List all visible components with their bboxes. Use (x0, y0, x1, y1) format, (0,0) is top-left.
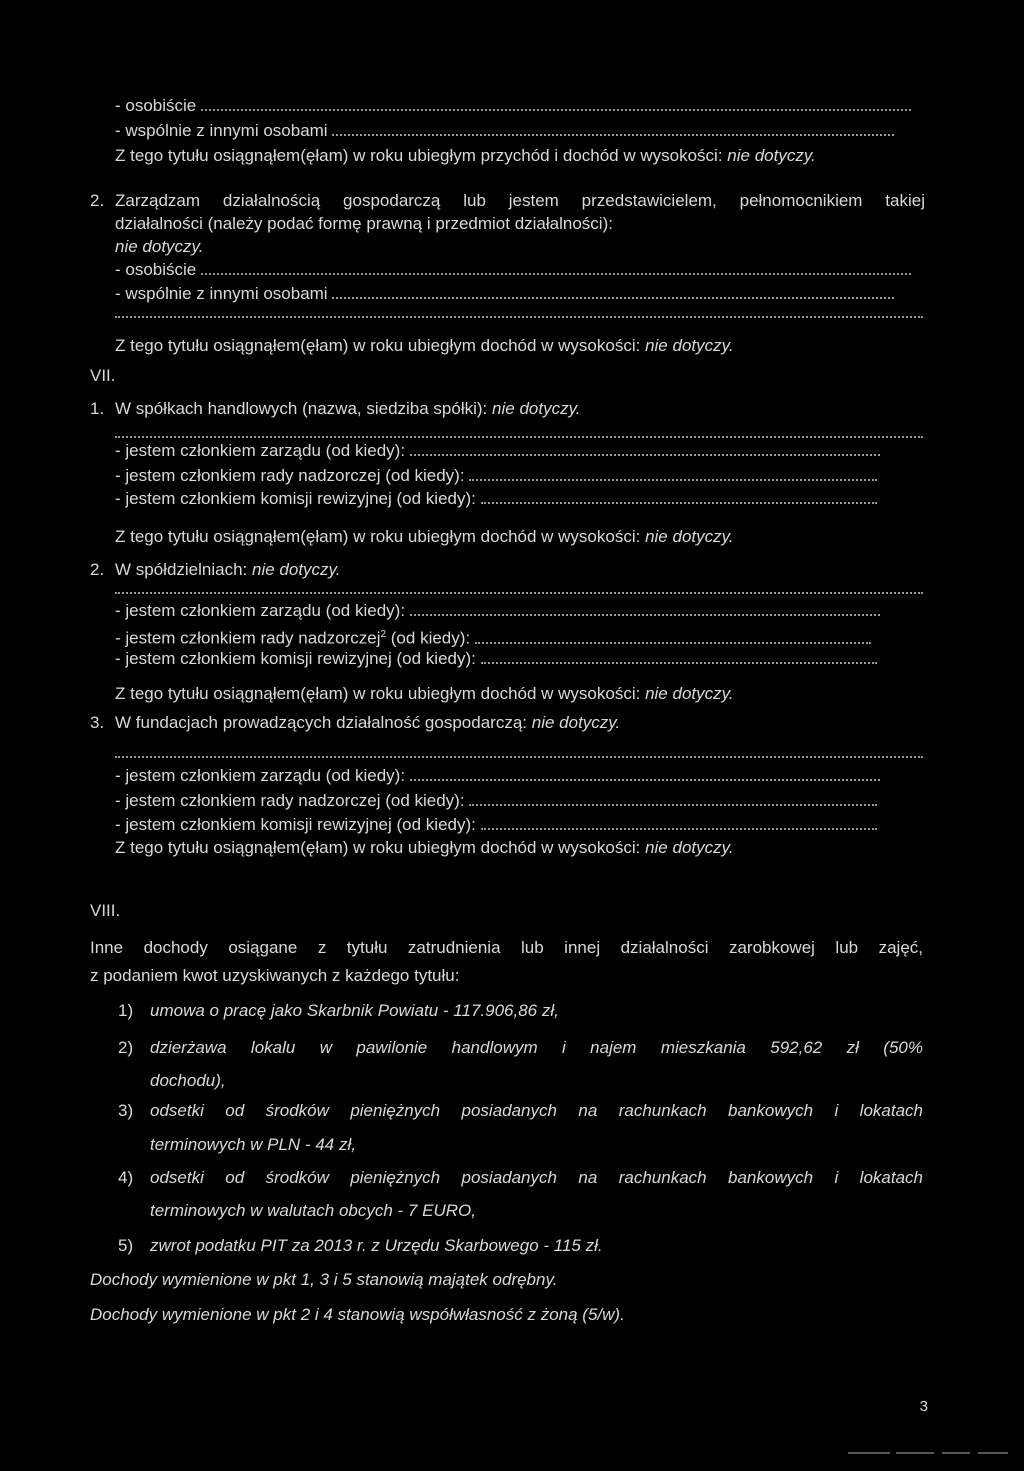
list-item-number: 2) (118, 1038, 134, 1057)
note: Dochody wymienione w pkt 1, 3 i 5 stanowią majątek odrębny. (90, 1270, 558, 1289)
komisji-line (115, 649, 877, 669)
footnote-marker: 2 (380, 629, 387, 640)
footer-mark (978, 1452, 1008, 1454)
label: - osobiście (115, 96, 197, 115)
income-label: Z tego tytułu osiągnąłem(ęłam) w roku ubiegłym dochód w wysokości: (115, 838, 641, 857)
section-heading: VII. (90, 366, 116, 385)
rady-line (115, 625, 871, 649)
section-number: 2. (90, 191, 105, 210)
dotted-rule (115, 436, 923, 438)
income-line (115, 527, 734, 547)
income-value: nie dotyczy. (645, 838, 734, 857)
komisji-line (115, 815, 877, 835)
item-number: 3. (90, 713, 105, 732)
income-label: Z tego tytułu osiągnąłem(ęłam) w roku ubiegłym dochód w wysokości: (115, 684, 641, 703)
section-text: Zarządzam działalnością gospodarczą lub jestem przedstawicielem, pełnomocnikiem takiej (115, 191, 925, 210)
dotted-fill (481, 816, 877, 830)
dotted-fill (469, 792, 877, 806)
footer-mark (896, 1452, 934, 1454)
list-item: umowa o pracę jako Skarbnik Powiatu - 117.906,86 zł, (150, 1001, 559, 1020)
income-line (115, 838, 734, 858)
footer-mark (942, 1452, 970, 1454)
income-value: nie dotyczy. (645, 684, 734, 703)
dotted-fill (410, 767, 880, 781)
label: - osobiście (115, 260, 197, 279)
list-item: zwrot podatku PIT za 2013 r. z Urzędu Skarbowego - 115 zł. (150, 1236, 603, 1255)
item-text (115, 713, 620, 733)
list-item: dzierżawa lokalu w pawilonie handlowym i najem mieszkania 592,62 zł (50% (150, 1038, 923, 1057)
dotted-fill (332, 285, 894, 299)
item-label: W spółkach handlowych (nazwa, siedziba spółki): (115, 399, 488, 418)
dotted-fill (481, 490, 877, 504)
list-item-continuation: dochodu), (150, 1071, 226, 1090)
list-item-number: 4) (118, 1168, 134, 1187)
label: - wspólnie z innymi osobami (115, 284, 328, 303)
item-label: W fundacjach prowadzących działalność gospodarczą: (115, 713, 528, 732)
income-line (115, 336, 734, 356)
footer-mark (848, 1452, 890, 1454)
section-heading: VIII. (90, 901, 121, 920)
dotted-rule (115, 592, 923, 594)
label: - jestem członkiem zarządu (od kiedy): (115, 441, 406, 460)
zarzadu-line (115, 441, 880, 461)
label: (od kiedy): (386, 628, 471, 648)
label: - jestem członkiem rady nadzorczej (115, 628, 381, 648)
income-value: nie dotyczy. (645, 527, 734, 546)
dotted-fill (201, 261, 911, 275)
label: - jestem członkiem komisji rewizyjnej (od kiedy): (115, 649, 476, 668)
osobiscie-line (115, 260, 911, 280)
label: - jestem członkiem rady nadzorczej (od kiedy): (115, 466, 465, 485)
label: - jestem członkiem rady nadzorczej (od kiedy): (115, 791, 465, 810)
item-value: nie dotyczy. (531, 713, 621, 732)
list-item-number: 5) (118, 1236, 134, 1255)
dotted-fill (410, 442, 880, 456)
item-number: 2. (90, 560, 105, 579)
label: - wspólnie z innymi osobami (115, 121, 328, 140)
wspolnie-line (115, 284, 894, 304)
osobiscie-line (115, 96, 911, 116)
rady-line (115, 791, 877, 811)
list-item: odsetki od środków pieniężnych posiadanych na rachunkach bankowych i lokatach (150, 1168, 923, 1187)
dotted-fill (481, 650, 877, 664)
list-item-number: 1) (118, 1001, 134, 1020)
label: - jestem członkiem zarządu (od kiedy): (115, 766, 406, 785)
income-line (115, 684, 734, 704)
komisji-line (115, 489, 877, 509)
label: - jestem członkiem komisji rewizyjnej (od kiedy): (115, 489, 476, 508)
section-intro: Inne dochody osiągane z tytułu zatrudnienia lub innej działalności zarobkowej lub zajęć, (90, 938, 923, 957)
dotted-fill (201, 97, 911, 111)
dotted-fill (410, 602, 880, 616)
dotted-fill (475, 630, 871, 644)
label: - jestem członkiem komisji rewizyjnej (od kiedy): (115, 815, 476, 834)
list-item: odsetki od środków pieniężnych posiadanych na rachunkach bankowych i lokatach (150, 1101, 923, 1120)
item-value: nie dotyczy. (492, 399, 581, 418)
item-number: 1. (90, 399, 105, 418)
page-number: 3 (919, 1398, 928, 1415)
income-label: Z tego tytułu osiągnąłem(ęłam) w roku ubiegłym dochód w wysokości: (115, 336, 641, 355)
income-label: Z tego tytułu osiągnąłem(ęłam) w roku ubiegłym przychód i dochód w wysokości: (115, 146, 723, 165)
rady-line (115, 466, 877, 486)
item-text (115, 399, 581, 419)
list-item-continuation: terminowych w PLN - 44 zł, (150, 1135, 356, 1154)
list-item-number: 3) (118, 1101, 134, 1120)
dotted-fill (332, 122, 894, 136)
label: - jestem członkiem zarządu (od kiedy): (115, 601, 406, 620)
dotted-rule (115, 316, 923, 318)
section-value: nie dotyczy. (115, 237, 204, 256)
wspolnie-line (115, 121, 894, 141)
dotted-rule (115, 756, 923, 758)
note: Dochody wymienione w pkt 2 i 4 stanowią współwłasność z żoną (5/w). (90, 1305, 625, 1324)
item-text (115, 560, 341, 580)
income-label: Z tego tytułu osiągnąłem(ęłam) w roku ubiegłym dochód w wysokości: (115, 527, 641, 546)
income-value: nie dotyczy. (727, 146, 816, 165)
income-value: nie dotyczy. (645, 336, 734, 355)
dotted-fill (469, 467, 877, 481)
item-value: nie dotyczy. (252, 560, 341, 579)
income-line (115, 146, 816, 166)
zarzadu-line (115, 601, 880, 621)
zarzadu-line (115, 766, 880, 786)
item-label: W spółdzielniach: (115, 560, 248, 579)
section-intro: z podaniem kwot uzyskiwanych z każdego tytułu: (90, 966, 460, 985)
list-item-continuation: terminowych w walutach obcych - 7 EURO, (150, 1201, 476, 1220)
section-text: działalności (należy podać formę prawną i przedmiot działalności): (115, 214, 613, 233)
